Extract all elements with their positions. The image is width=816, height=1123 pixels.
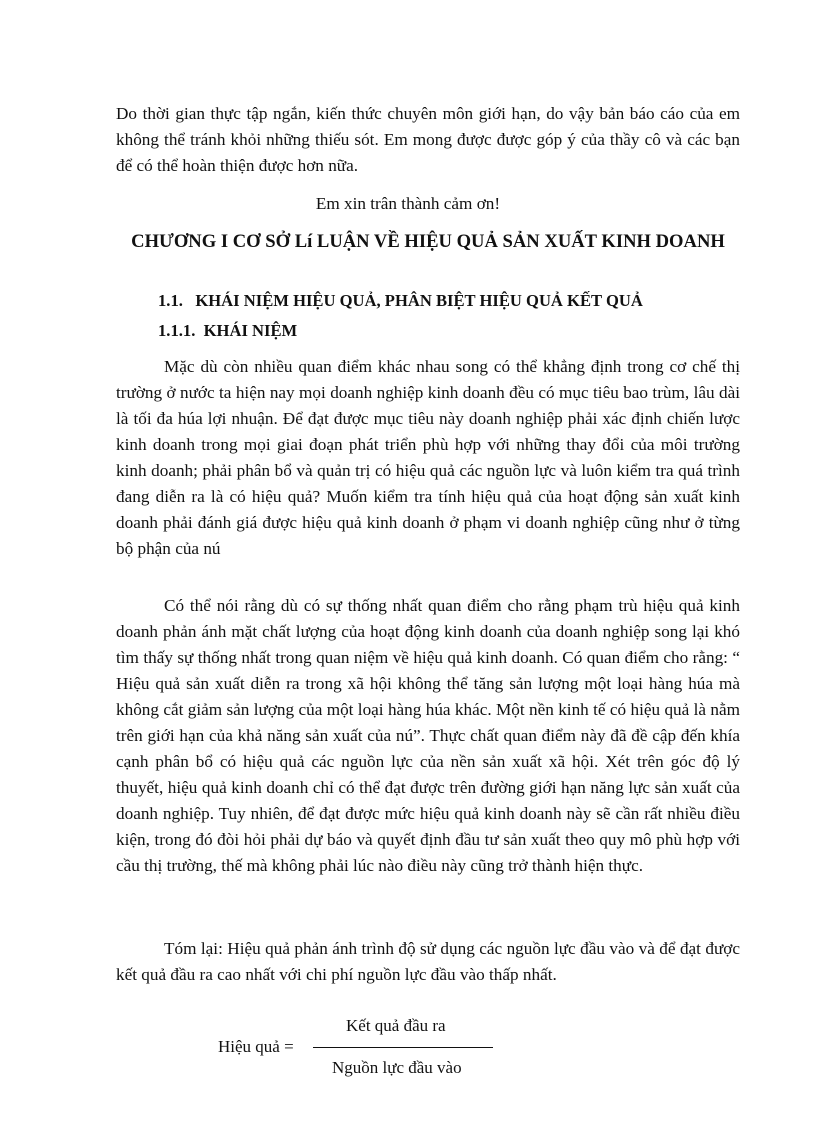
- body-paragraph-1: Mặc dù còn nhiều quan điểm khác nhau song có thể khẳng định trong cơ chế thị trường ở nước ta hiện nay mọi doanh nghiệp kinh doanh đều có mục tiêu bao trùm, lâu dài là tối đa húa lợi nhuận. Để đạt được mục tiêu này doanh nghiệp phải xác định chiến lược kinh doanh trong mọi giai đoạn phát triển phù hợp với những thay đổi của môi trường kinh doanh; phải phân bổ và quản trị có hiệu quả các nguồn lực và luôn kiểm tra quá trình đang diễn ra là có hiệu quả? Muốn kiểm tra tính hiệu quả của hoạt động sản xuất kinh doanh phải đánh giá được hiệu quả kinh doanh ở phạm vi doanh nghiệp cũng như ở từng bộ phận của nú: [116, 357, 740, 558]
- section-title: KHÁI NIỆM HIỆU QUẢ, PHÂN BIỆT HIỆU QUẢ KẾT QUẢ: [195, 291, 643, 310]
- body-paragraph-2: Có thể nói rằng dù có sự thống nhất quan điểm cho rằng phạm trù hiệu quả kinh doanh phản ánh mặt chất lượng của hoạt động kinh doanh của doanh nghiệp song lại khó tìm thấy sự thống nhất trong quan niệm về hiệu quả kinh doanh. Có quan điểm cho rằng: “ Hiệu quả sản xuất diễn ra trong xã hội không thể tăng sản lượng một loại hàng húa mà không cắt giảm sản lượng của một loại hàng húa khác. Một nền kinh tế có hiệu quả là nằm trên giới hạn của khả năng sản xuất của nú”. Thực chất quan điểm này đã đề cập đến khía cạnh phân bổ có hiệu quả các nguồn lực của nền sản xuất xã hội. Xét trên góc độ lý thuyết, hiệu quả kinh doanh chỉ có thể đạt được trên đường giới hạn năng lực sản xuất của doanh nghiệp. Tuy nhiên, để đạt được mức hiệu quả kinh doanh này sẽ cần rất nhiều điều kiện, trong đó đòi hỏi phải dự báo và quyết định đầu tư sản xuất theo quy mô phù hợp với cầu thị trường, thế mà không phải lúc nào điều này cũng trở thành hiện thực.: [116, 596, 740, 875]
- chapter-title: CHƯƠNG I CƠ SỞ Lí LUẬN VỀ HIỆU QUẢ SẢN XUẤT KINH DOANH: [131, 231, 725, 252]
- formula-denominator: Nguồn lực đầu vào: [332, 1058, 462, 1077]
- formula-label: Hiệu quả =: [218, 1037, 294, 1056]
- subsection-number: 1.1.1.: [158, 321, 196, 340]
- subsection-heading: [158, 319, 297, 343]
- efficiency-formula: [218, 1012, 518, 1082]
- formula-numerator: Kết quả đầu ra: [346, 1016, 446, 1035]
- section-heading: [158, 289, 643, 313]
- thanks-line: Em xin trân thành cảm ơn!: [315, 194, 501, 213]
- fraction-bar: [313, 1047, 493, 1048]
- intro-paragraph: Do thời gian thực tập ngắn, kiến thức chuyên môn giới hạn, do vậy bản báo cáo của em không thể tránh khỏi những thiếu sót. Em mong được được góp ý của thầy cô và các bạn để có thể hoàn thiện được hơn nữa.: [116, 104, 740, 175]
- body-paragraph-3: Tóm lại: Hiệu quả phản ánh trình độ sử dụng các nguồn lực đầu vào và để đạt được kết quả đầu ra cao nhất với chi phí nguồn lực đầu vào thấp nhất.: [116, 939, 740, 984]
- subsection-title: KHÁI NIỆM: [203, 321, 298, 340]
- section-number: 1.1.: [158, 291, 183, 310]
